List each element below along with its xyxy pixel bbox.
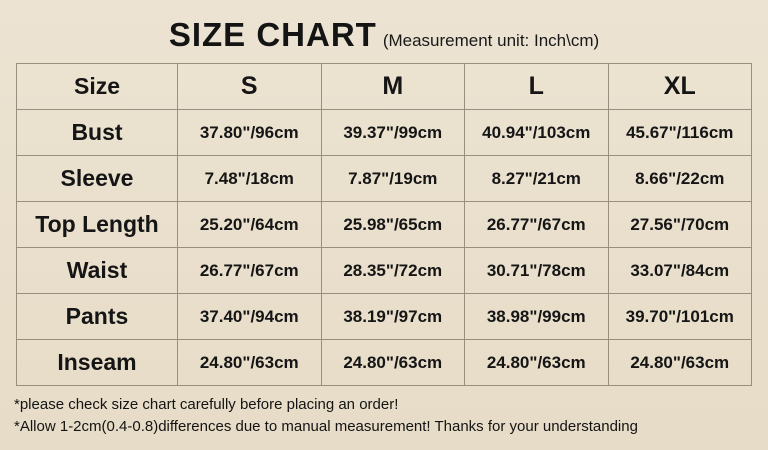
table-row — [17, 340, 752, 386]
cell-inseam-xl: 24.80"/63cm — [608, 340, 752, 386]
table-row — [17, 248, 752, 294]
cell-waist-l: 30.71"/78cm — [465, 248, 609, 294]
cell-bust-l: 40.94"/103cm — [465, 110, 609, 156]
note-check-size: *please check size chart carefully before placing an order! — [14, 396, 399, 413]
cell-sleeve-xl: 8.66"/22cm — [608, 156, 752, 202]
row-label-inseam: Inseam — [17, 340, 178, 386]
cell-bust-m: 39.37"/99cm — [321, 110, 465, 156]
cell-top-length-m: 25.98"/65cm — [321, 202, 465, 248]
cell-inseam-s: 24.80"/63cm — [178, 340, 322, 386]
cell-inseam-m: 24.80"/63cm — [321, 340, 465, 386]
header-cell-m: M — [321, 64, 465, 110]
header-cell-s: S — [178, 64, 322, 110]
cell-top-length-s: 25.20"/64cm — [178, 202, 322, 248]
cell-waist-xl: 33.07"/84cm — [608, 248, 752, 294]
table-row — [17, 202, 752, 248]
table-row — [17, 294, 752, 340]
row-label-bust: Bust — [17, 110, 178, 156]
title-unit-note: (Measurement unit: Inch\cm) — [382, 31, 600, 50]
cell-sleeve-m: 7.87"/19cm — [321, 156, 465, 202]
cell-top-length-xl: 27.56"/70cm — [608, 202, 752, 248]
cell-bust-xl: 45.67"/116cm — [608, 110, 752, 156]
cell-pants-m: 38.19"/97cm — [321, 294, 465, 340]
row-label-waist: Waist — [17, 248, 178, 294]
table-row — [17, 156, 752, 202]
row-label-top-length: Top Length — [17, 202, 178, 248]
cell-bust-s: 37.80"/96cm — [178, 110, 322, 156]
cell-sleeve-s: 7.48"/18cm — [178, 156, 322, 202]
cell-top-length-l: 26.77"/67cm — [465, 202, 609, 248]
cell-waist-m: 28.35"/72cm — [321, 248, 465, 294]
cell-pants-xl: 39.70"/101cm — [608, 294, 752, 340]
footer-notes — [14, 394, 754, 438]
cell-pants-s: 37.40"/94cm — [178, 294, 322, 340]
header-cell-xl: XL — [608, 64, 752, 110]
row-label-pants: Pants — [17, 294, 178, 340]
row-label-sleeve: Sleeve — [17, 156, 178, 202]
cell-waist-s: 26.77"/67cm — [178, 248, 322, 294]
title-main-text: SIZE CHART — [168, 16, 377, 53]
table-row — [17, 110, 752, 156]
note-measurement-tolerance: *Allow 1-2cm(0.4-0.8)differences due to manual measurement! Thanks for your understanding — [14, 417, 638, 435]
cell-inseam-l: 24.80"/63cm — [465, 340, 609, 386]
size-chart-table — [16, 63, 752, 386]
page-title — [0, 0, 768, 54]
table-header-row — [17, 64, 752, 110]
cell-sleeve-l: 8.27"/21cm — [465, 156, 609, 202]
header-cell-size: Size — [17, 64, 178, 110]
cell-pants-l: 38.98"/99cm — [465, 294, 609, 340]
header-cell-l: L — [465, 64, 609, 110]
